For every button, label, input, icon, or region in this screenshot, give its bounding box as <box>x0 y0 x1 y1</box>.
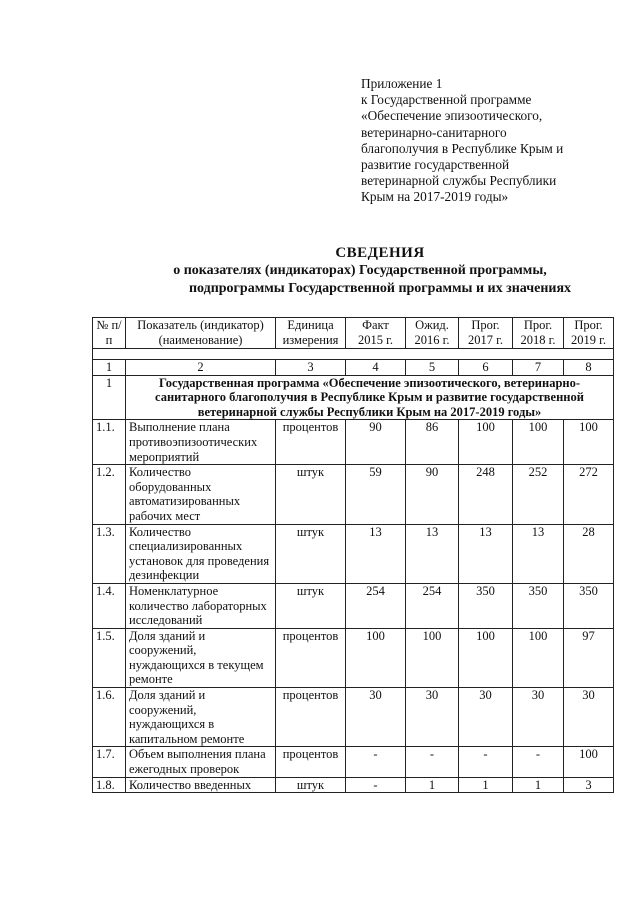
row-indicator: Количество оборудованных автоматизированных рабочих мест <box>126 465 276 524</box>
row-expected-2016: 13 <box>406 524 459 583</box>
row-num: 1.7. <box>93 747 126 777</box>
row-unit: штук <box>276 465 346 524</box>
program-num: 1 <box>93 375 126 420</box>
row-num: 1.1. <box>93 420 126 465</box>
row-unit: штук <box>276 777 346 793</box>
row-forecast-2019: 100 <box>564 747 614 777</box>
row-expected-2016: - <box>406 747 459 777</box>
row-forecast-2018: 100 <box>513 420 564 465</box>
column-index-row <box>93 360 614 376</box>
table-row <box>93 747 614 777</box>
row-num: 1.4. <box>93 583 126 628</box>
row-num: 1.6. <box>93 688 126 747</box>
row-expected-2016: 254 <box>406 583 459 628</box>
col-index: 7 <box>513 360 564 376</box>
row-fact-2015: - <box>346 747 406 777</box>
row-unit: процентов <box>276 747 346 777</box>
col-index: 4 <box>346 360 406 376</box>
row-indicator: Количество введенных <box>126 777 276 793</box>
header-forecast-2018: Прог. 2018 г. <box>513 318 564 349</box>
row-expected-2016: 86 <box>406 420 459 465</box>
row-num: 1.2. <box>93 465 126 524</box>
header-forecast-2017: Прог. 2017 г. <box>459 318 513 349</box>
col-index: 1 <box>93 360 126 376</box>
col-index: 5 <box>406 360 459 376</box>
header-fact-2015: Факт 2015 г. <box>346 318 406 349</box>
row-indicator: Выполнение плана противоэпизоотических мероприятий <box>126 420 276 465</box>
indicators-table <box>92 317 614 793</box>
header-unit: Единица измерения <box>276 318 346 349</box>
row-forecast-2018: 1 <box>513 777 564 793</box>
row-forecast-2019: 272 <box>564 465 614 524</box>
header-num: № п/п <box>93 318 126 349</box>
row-forecast-2019: 3 <box>564 777 614 793</box>
document-heading <box>100 244 620 298</box>
heading-line-2: о показателях (индикаторах) Государственной программы, <box>173 263 547 278</box>
row-forecast-2017: 248 <box>459 465 513 524</box>
row-fact-2015: - <box>346 777 406 793</box>
table-row <box>93 524 614 583</box>
spacer-cell <box>93 349 614 360</box>
appendix-line: Крым на 2017-2019 годы» <box>361 189 509 205</box>
row-forecast-2017: 13 <box>459 524 513 583</box>
row-fact-2015: 254 <box>346 583 406 628</box>
program-row <box>93 375 614 420</box>
row-fact-2015: 30 <box>346 688 406 747</box>
row-forecast-2019: 97 <box>564 628 614 687</box>
row-unit: штук <box>276 583 346 628</box>
row-unit: процентов <box>276 688 346 747</box>
row-num: 1.5. <box>93 628 126 687</box>
row-forecast-2017: 350 <box>459 583 513 628</box>
row-indicator: Доля зданий и сооружений, нуждающихся в текущем ремонте <box>126 628 276 687</box>
appendix-line: к Государственной программе <box>361 92 532 108</box>
appendix-line: Приложение 1 <box>361 76 443 91</box>
row-fact-2015: 100 <box>346 628 406 687</box>
row-forecast-2019: 350 <box>564 583 614 628</box>
table-row <box>93 420 614 465</box>
row-unit: процентов <box>276 628 346 687</box>
col-index: 8 <box>564 360 614 376</box>
row-expected-2016: 30 <box>406 688 459 747</box>
row-num: 1.8. <box>93 777 126 793</box>
appendix-block <box>361 76 621 206</box>
header-indicator: Показатель (индикатор) (наименование) <box>126 318 276 349</box>
appendix-line: «Обеспечение эпизоотического, <box>361 108 543 124</box>
row-fact-2015: 90 <box>346 420 406 465</box>
appendix-line: благополучия в Республике Крым и <box>361 140 564 156</box>
heading-title: СВЕДЕНИЯ <box>335 245 425 261</box>
row-forecast-2017: - <box>459 747 513 777</box>
table-row <box>93 465 614 524</box>
row-forecast-2017: 1 <box>459 777 513 793</box>
row-forecast-2018: 350 <box>513 583 564 628</box>
table-row <box>93 688 614 747</box>
table-row <box>93 583 614 628</box>
row-indicator: Количество специализированных установок для проведения дезинфекции <box>126 524 276 583</box>
heading-line-3: подпрограммы Государственной программы и их значениях <box>188 281 572 296</box>
appendix-line: развитие государственной <box>361 157 510 173</box>
header-forecast-2019: Прог. 2019 г. <box>564 318 614 349</box>
row-forecast-2018: 100 <box>513 628 564 687</box>
row-forecast-2018: 252 <box>513 465 564 524</box>
row-indicator: Номенклатурное количество лабораторных исследований <box>126 583 276 628</box>
row-unit: процентов <box>276 420 346 465</box>
row-expected-2016: 90 <box>406 465 459 524</box>
row-forecast-2018: - <box>513 747 564 777</box>
col-index: 6 <box>459 360 513 376</box>
row-forecast-2019: 28 <box>564 524 614 583</box>
table-header-row <box>93 318 614 349</box>
appendix-line: ветеринарно-санитарного <box>361 124 507 140</box>
row-forecast-2017: 30 <box>459 688 513 747</box>
table-row <box>93 628 614 687</box>
row-unit: штук <box>276 524 346 583</box>
appendix-line: ветеринарной службы Республики <box>361 173 557 189</box>
row-expected-2016: 100 <box>406 628 459 687</box>
row-forecast-2019: 100 <box>564 420 614 465</box>
row-indicator: Объем выполнения плана ежегодных проверок <box>126 747 276 777</box>
col-index: 2 <box>126 360 276 376</box>
row-expected-2016: 1 <box>406 777 459 793</box>
table-spacer-row <box>93 349 614 360</box>
row-fact-2015: 59 <box>346 465 406 524</box>
row-forecast-2019: 30 <box>564 688 614 747</box>
row-forecast-2017: 100 <box>459 420 513 465</box>
row-num: 1.3. <box>93 524 126 583</box>
program-title: Государственная программа «Обеспечение эпизоотического, ветеринарно-санитарного благополучия в Республике Крым и развитие государственной ветеринарной службы Республики Крым на 2017-2019 годы» <box>126 375 614 420</box>
row-forecast-2018: 13 <box>513 524 564 583</box>
row-forecast-2017: 100 <box>459 628 513 687</box>
header-expected-2016: Ожид. 2016 г. <box>406 318 459 349</box>
table-row <box>93 777 614 793</box>
row-forecast-2018: 30 <box>513 688 564 747</box>
col-index: 3 <box>276 360 346 376</box>
row-indicator: Доля зданий и сооружений, нуждающихся в капитальном ремонте <box>126 688 276 747</box>
row-fact-2015: 13 <box>346 524 406 583</box>
